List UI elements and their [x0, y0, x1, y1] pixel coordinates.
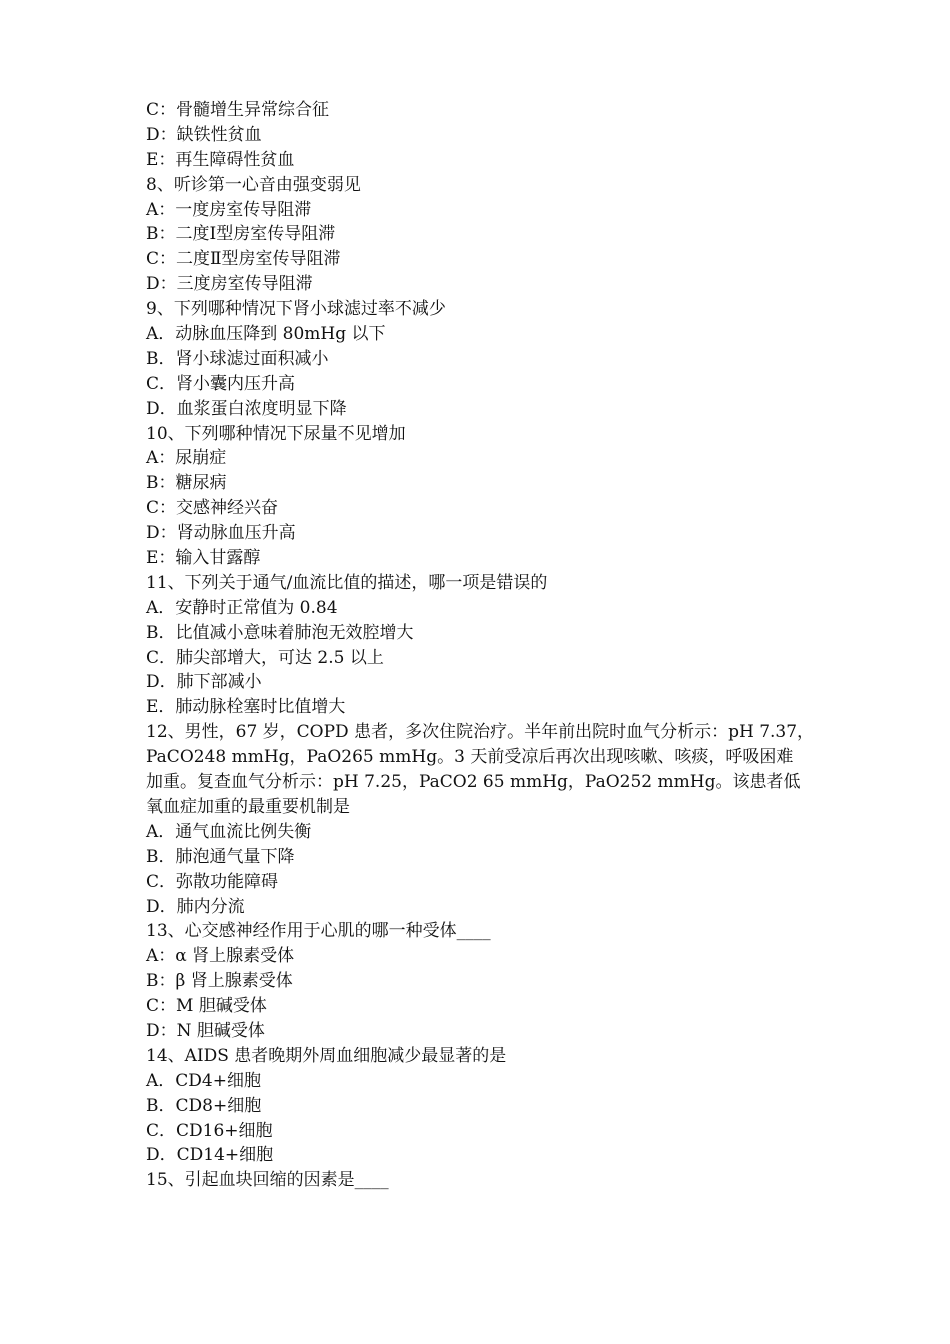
option-line: C．肺尖部增大，可达 2.5 以上: [146, 647, 384, 668]
question-line: 14、AIDS 患者晚期外周血细胞减少最显著的是: [146, 1045, 507, 1066]
option-line: A：α 肾上腺素受体: [146, 946, 295, 967]
option-line: D：N 胆碱受体: [146, 1020, 265, 1041]
question-line: 加重。复查血气分析示：pH 7.25，PaCO2 65 mmHg，PaO252 mmHg。该患者低: [146, 772, 801, 793]
option-line: C：骨髓增生异常综合征: [146, 100, 330, 120]
question-line: 12、男性，67 岁，COPD 患者，多次住院治疗。半年前出院时血气分析示：pH 7.37，: [146, 722, 815, 743]
option-line: B．CD8+细胞: [146, 1095, 262, 1116]
option-line: E：再生障碍性贫血: [146, 149, 295, 170]
option-line: B．肾小球滤过面积减小: [146, 348, 329, 369]
option-line: B：二度Ⅰ型房室传导阻滞: [146, 224, 336, 245]
option-line: E．肺动脉栓塞时比值增大: [146, 697, 346, 718]
option-line: C．CD16+细胞: [146, 1120, 273, 1141]
option-line: D：缺铁性贫血: [146, 124, 262, 145]
option-line: B．肺泡通气量下降: [146, 846, 295, 867]
option-line: A：尿崩症: [146, 448, 227, 469]
option-line: D．CD14+细胞: [146, 1145, 274, 1166]
option-line: D：肾动脉血压升高: [146, 523, 296, 544]
option-line: A．通气血流比例失衡: [146, 821, 312, 842]
option-line: E：输入甘露醇: [146, 548, 261, 569]
option-line: C：M 胆碱受体: [146, 996, 267, 1017]
option-line: C：交感神经兴奋: [146, 498, 279, 519]
question-line: 氧血症加重的最重要机制是: [146, 796, 350, 817]
option-line: B：糖尿病: [146, 473, 227, 494]
option-line: A：一度房室传导阻滞: [146, 199, 312, 220]
question-line: 15、引起血块回缩的因素是____: [146, 1170, 389, 1191]
option-line: A．CD4+细胞: [146, 1070, 261, 1091]
option-line: A．动脉血压降到 80mHg 以下: [146, 324, 386, 345]
option-line: C：二度Ⅱ型房室传导阻滞: [146, 249, 341, 270]
document-page: [146, 98, 816, 1193]
option-line: C．弥散功能障碍: [146, 871, 279, 892]
question-line: PaCO248 mmHg，PaO265 mmHg。3 天前受凉后再次出现咳嗽、咳痰，呼吸困难: [146, 747, 794, 768]
option-line: D．肺下部减小: [146, 672, 262, 693]
question-line: 13、心交感神经作用于心肌的哪一种受体____: [146, 921, 491, 942]
option-line: D．肺内分流: [146, 896, 245, 917]
option-line: D．血浆蛋白浓度明显下降: [146, 398, 347, 419]
question-line: 11、下列关于通气/血流比值的描述，哪一项是错误的: [146, 572, 548, 593]
question-line: 10、下列哪种情况下尿量不见增加: [146, 423, 406, 444]
question-line: 9、下列哪种情况下肾小球滤过率不减少: [146, 299, 446, 320]
option-line: D：三度房室传导阻滞: [146, 274, 313, 295]
question-line: 8、听诊第一心音由强变弱见: [146, 174, 361, 195]
option-line: A．安静时正常值为 0.84: [146, 597, 338, 618]
option-line: B：β 肾上腺素受体: [146, 971, 293, 992]
option-line: B．比值减小意味着肺泡无效腔增大: [146, 622, 414, 643]
option-line: C．肾小囊内压升高: [146, 373, 296, 394]
